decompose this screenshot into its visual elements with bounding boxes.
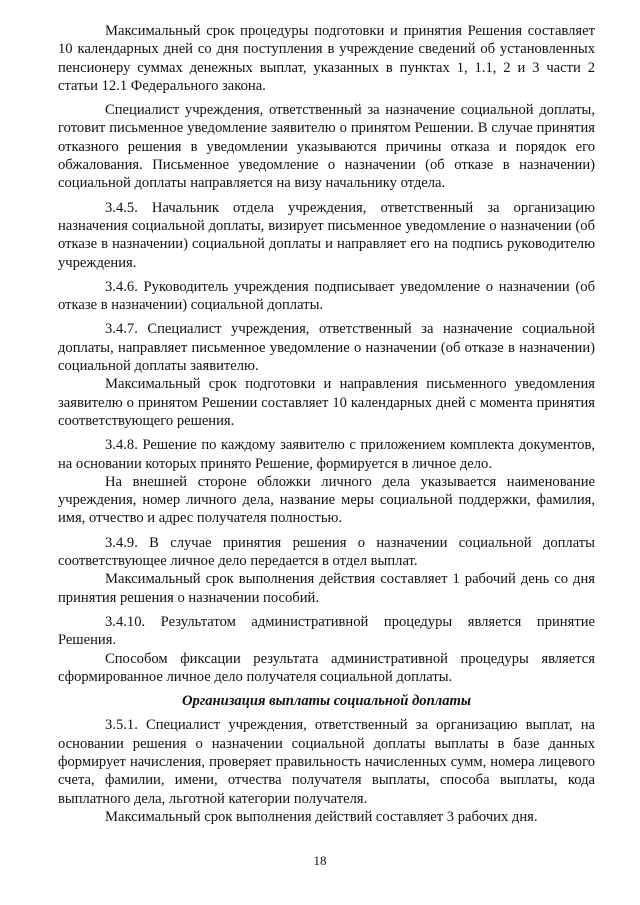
paragraph-3-4-5: 3.4.5. Начальник отдела учреждения, ответственный за организацию назначения социальной доплаты, визирует письменное уведомление о назначении (об отказе в назначении) социальной доплаты и направляет его на подпись руководителю учреждения. [58, 199, 595, 271]
section-heading: Организация выплаты социальной доплаты [182, 693, 471, 710]
paragraph-3-4-9: 3.4.9. В случае принятия решения о назначении социальной доплаты соответствующее личное дело передается в отдел выплат. [58, 534, 595, 570]
paragraph-max-term-decision: Максимальный срок процедуры подготовки и принятия Решения составляет 10 календарных дней со дня поступления в учреждение сведений об установленных пенсионеру суммах денежных выплат, указанных в пунктах 1, 1.1, 2 и 3 части 2 статьи 12.1 Федерального закона. [58, 23, 595, 94]
paragraph-3-4-8: 3.4.8. Решение по каждому заявителю с приложением комплекта документов, на основании которых принято Решение, формируется в личное дело. [58, 437, 595, 472]
paragraph-cover-info: На внешней стороне обложки личного дела указывается наименование учреждения, номер личного дела, название меры социальной поддержки, фамилия, имя, отчество и адрес получателя полностью. [58, 473, 595, 527]
paragraph-3-4-10: 3.4.10. Результатом административной процедуры является принятие Решения. [58, 613, 595, 649]
paragraph-3-4-7: 3.4.7. Специалист учреждения, ответственный за назначение социальной доплаты, направляет письменное уведомление о назначении (об отказе в назначении) социальной доплаты заявителю. [58, 321, 595, 375]
paragraph-max-term-action: Максимальный срок выполнения действия составляет 1 рабочий день со дня принятия решения о назначении пособий. [58, 571, 595, 606]
paragraph-notification: Специалист учреждения, ответственный за назначение социальной доплаты, готовит письменное уведомление заявителю о принятом Решении. В случае принятия отказного решения в уведомлении указываются причины отказа и порядок его обжалования. Письменное уведомление о назначении (об отказе в назначении) социальной доплаты направляется на визу начальнику отдела. [58, 102, 595, 192]
paragraph-fixation: Способом фиксации результата административной процедуры является сформированное личное дело получателя социальной доплаты. [58, 650, 595, 685]
paragraph-max-term-payment: Максимальный срок выполнения действий составляет 3 рабочих дня. [105, 808, 538, 825]
paragraph-max-term-notification: Максимальный срок подготовки и направления письменного уведомления заявителю о принятом Решении составляет 10 календарных дней с момента принятия соответствующего решения. [58, 376, 595, 429]
page-number: 18 [313, 853, 327, 868]
paragraph-3-4-6: 3.4.6. Руководитель учреждения подписывает уведомление о назначении (об отказе в назначении) социальной доплаты. [58, 278, 595, 314]
paragraph-3-5-1: 3.5.1. Специалист учреждения, ответственный за организацию выплат, на основании решения о назначении социальной доплаты выплаты в базе данных формирует начисления, проверяет правильность начисленных сумм, номера лицевого счета, фамилии, имени, отчества получателя выплаты, способа выплаты, кода выплатного дела, льготной категории получателя. [58, 717, 595, 807]
document-page [58, 22, 595, 826]
